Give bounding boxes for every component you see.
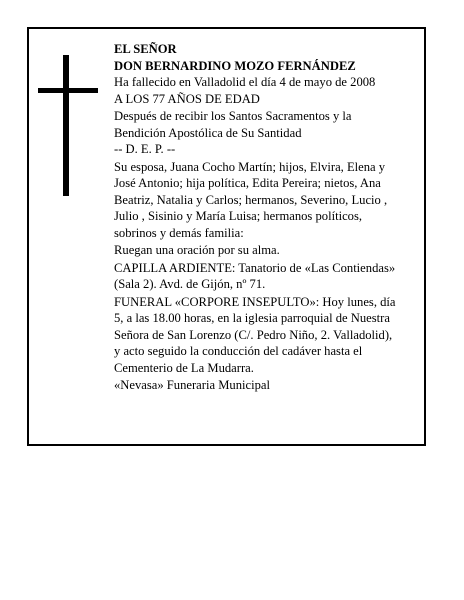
funeral-home-line: «Nevasa» Funeraria Municipal (114, 378, 270, 392)
funeral-paragraph (114, 294, 426, 377)
age-line: A LOS 77 AÑOS DE EDAD (114, 91, 260, 106)
family-paragraph (114, 159, 426, 242)
funeral-line: FUNERAL «CORPORE INSEPULTO»: Hoy lunes, día (114, 294, 396, 309)
sacraments-line: Después de recibir los Santos Sacramentos y la (114, 109, 352, 123)
family-line: sobrinos y demás familia: (114, 225, 244, 240)
chapel-line: CAPILLA ARDIENTE: Tanatorio de «Las Contiendas» (114, 260, 396, 275)
deceased-name: DON BERNARDINO MOZO FERNÁNDEZ (114, 58, 356, 73)
sacraments-line: Bendición Apostólica de Su Santidad (114, 125, 302, 140)
funeral-line: y acto seguido la conducción del cadáver hasta el (114, 344, 363, 358)
family-line: Beatriz, Natalia y Carlos; hermanos, Severino, Lucio , (114, 192, 388, 207)
funeral-line: Señora de San Lorenzo (C/. Pedro Niño, 2. Valladolid), (114, 327, 393, 342)
funeral-line: 5, a las 18.00 horas, en la iglesia parroquial de Nuestra (114, 311, 390, 325)
funeral-line: Cementerio de La Mudarra. (114, 360, 254, 375)
chapel-paragraph (114, 260, 426, 293)
heading-title: EL SEÑOR (114, 42, 177, 56)
cross-icon (38, 55, 98, 196)
chapel-line: (Sala 2). Avd. de Gijón, nº 71. (114, 277, 266, 291)
prayer-line: Ruegan una oración por su alma. (114, 243, 280, 257)
obituary-text (114, 41, 426, 394)
family-line: Julio , Sisinio y María Luisa; hermanos políticos, (114, 209, 363, 223)
cross-vertical-bar (63, 55, 69, 196)
death-date-line: Ha fallecido en Valladolid el día 4 de mayo de 2008 (114, 75, 376, 89)
dep-line: -- D. E. P. -- (114, 142, 176, 156)
sacraments-paragraph (114, 108, 426, 141)
family-line: José Antonio; hija política, Edita Pereira; nietos, Ana (114, 176, 381, 190)
cross-horizontal-bar (38, 88, 98, 93)
family-line: Su esposa, Juana Cocho Martín; hijos, Elvira, Elena y (114, 159, 386, 174)
